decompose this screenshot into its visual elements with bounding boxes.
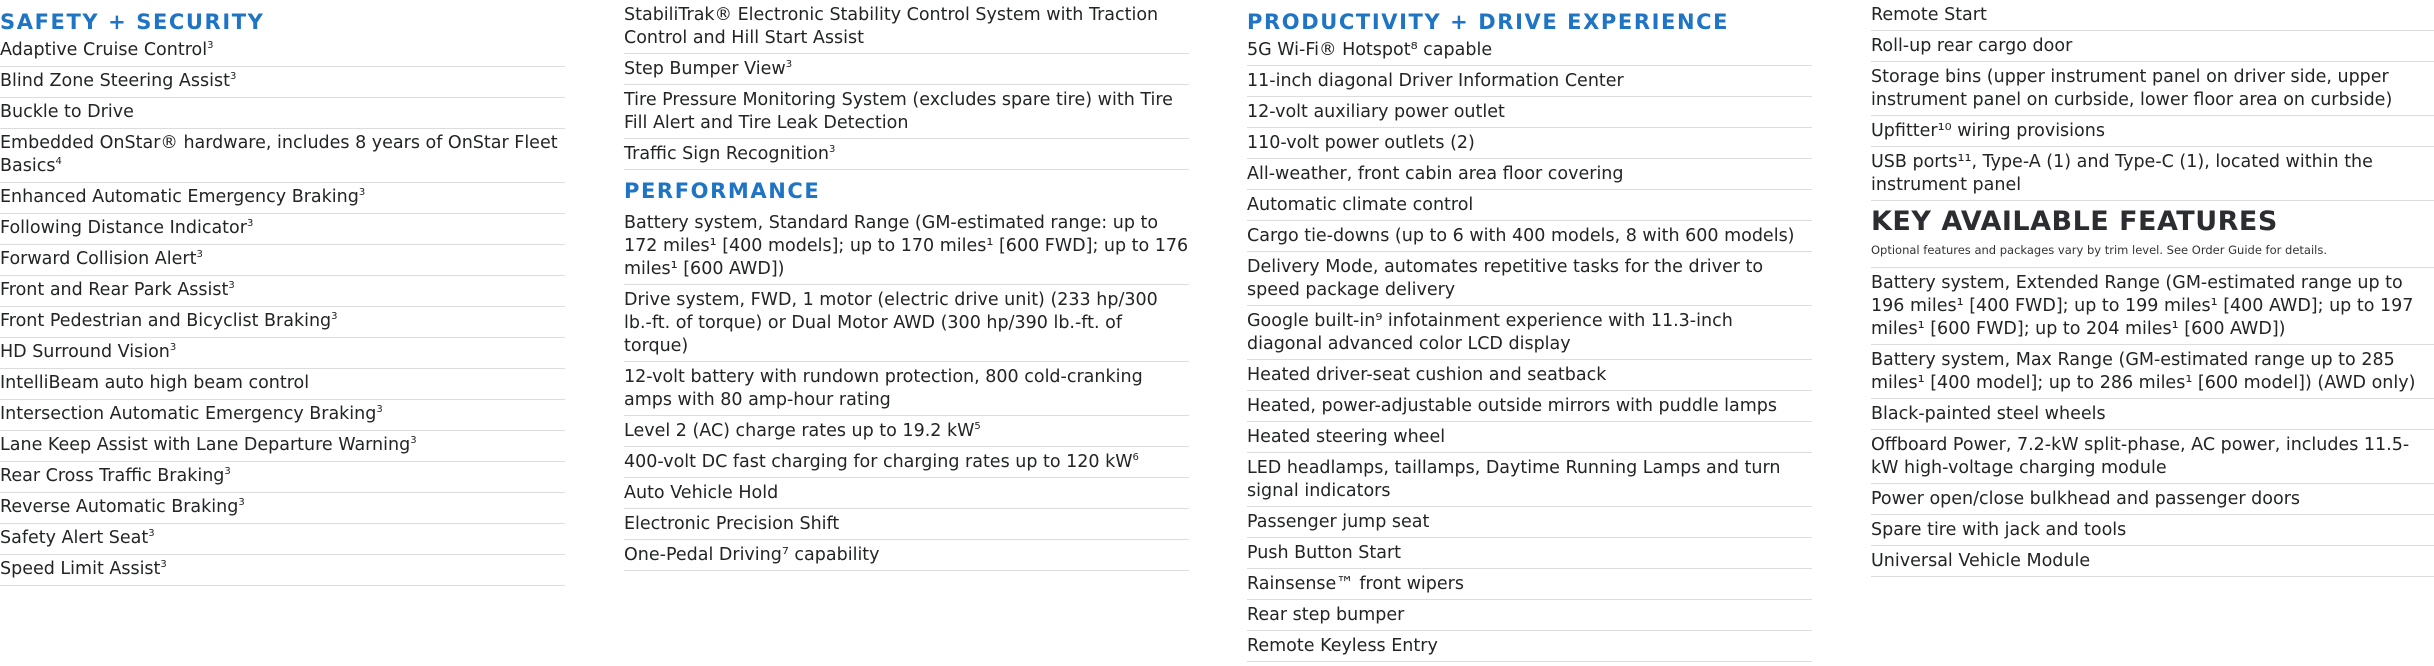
list-item	[0, 462, 565, 493]
list-item	[624, 416, 1189, 447]
footnote-marker: 4	[55, 156, 62, 168]
list-item-text: Passenger jump seat	[1247, 512, 1430, 532]
footnote-marker: 3	[229, 71, 237, 83]
list-item	[0, 36, 565, 67]
list-item	[1247, 538, 1812, 569]
section-heading-safety: SAFETY + SECURITY	[0, 10, 265, 34]
list-item	[1871, 0, 2434, 31]
list-item-text: Step Bumper View	[624, 59, 786, 79]
list-item-text: Embedded OnStar® hardware, includes 8 years of OnStar Fleet Basics	[0, 133, 558, 176]
list-item-text: Following Distance Indicator	[0, 218, 247, 238]
footnote-marker: 3	[207, 40, 214, 52]
list-item-text: IntelliBeam auto high beam control	[0, 373, 310, 393]
section-heading-productivity: PRODUCTIVITY + DRIVE EXPERIENCE	[1247, 10, 1730, 34]
list-item-text: Heated steering wheel	[1247, 427, 1446, 447]
performance-list	[624, 208, 1189, 571]
footnote-marker: 3	[358, 187, 366, 199]
list-item-text: Adaptive Cruise Control	[0, 40, 208, 60]
key-features-title: KEY AVAILABLE FEATURES	[1871, 206, 2278, 237]
footnote-marker: 3	[238, 497, 245, 509]
list-item	[0, 214, 565, 245]
list-item	[1871, 147, 2434, 201]
list-item	[1871, 484, 2434, 515]
list-item	[1247, 159, 1812, 190]
list-item	[1247, 507, 1812, 538]
list-item-text: Enhanced Automatic Emergency Braking	[0, 187, 359, 207]
list-item-text: Remote Start	[1871, 5, 1987, 25]
list-item	[0, 369, 565, 400]
list-item-text: Reverse Automatic Braking	[0, 497, 239, 517]
list-item	[1247, 35, 1812, 66]
list-item-text: Level 2 (AC) charge rates up to 19.2 kW	[624, 421, 975, 441]
column-performance	[624, 0, 1189, 571]
column-productivity	[1247, 0, 1812, 662]
list-item	[0, 555, 565, 586]
list-item	[0, 338, 565, 369]
list-item-text: Storage bins (upper instrument panel on driver side, upper instrument panel on curbside, lower floor area on curbside)	[1871, 67, 2393, 110]
list-item-text: Lane Keep Assist with Lane Departure Warning	[0, 435, 411, 455]
list-item-text: Front Pedestrian and Bicyclist Braking	[0, 311, 332, 331]
productivity-cont-list	[1871, 0, 2434, 201]
list-item-text: Battery system, Max Range (GM-estimated range up to 285 miles¹ [400 model]; up to 286 miles¹ [600 model]) (AWD only)	[1871, 350, 2416, 393]
list-item	[624, 85, 1189, 139]
list-item	[624, 478, 1189, 509]
list-item	[624, 54, 1189, 85]
footnote-marker: 3	[828, 144, 836, 156]
list-item-text: Power open/close bulkhead and passenger doors	[1871, 489, 2301, 509]
list-item	[624, 208, 1189, 285]
list-item	[1871, 399, 2434, 430]
list-item	[0, 400, 565, 431]
list-item-text: Upfitter¹⁰ wiring provisions	[1871, 121, 2105, 141]
list-item	[1247, 391, 1812, 422]
footnote-marker: 3	[196, 249, 203, 261]
list-item-text: 400-volt DC fast charging for charging rates up to 120 kW	[624, 452, 1133, 472]
footnote-marker: 3	[246, 218, 254, 230]
list-item-text: Cargo tie-downs (up to 6 with 400 models, 8 with 600 models)	[1247, 226, 1795, 246]
list-item-text: Remote Keyless Entry	[1247, 636, 1438, 656]
list-item	[0, 431, 565, 462]
list-item	[0, 245, 565, 276]
list-item-text: Push Button Start	[1247, 543, 1402, 563]
list-item	[0, 276, 565, 307]
list-item-text: Front and Rear Park Assist	[0, 280, 229, 300]
list-item	[0, 307, 565, 338]
list-item	[0, 524, 565, 555]
key-features-note: Optional features and packages vary by trim level. See Order Guide for details.	[1871, 241, 2434, 268]
list-item	[1247, 631, 1812, 662]
list-item-text: Google built-in⁹ infotainment experience with 11.3-inch diagonal advanced color LCD display	[1247, 311, 1733, 354]
list-item-text: Auto Vehicle Hold	[624, 483, 779, 503]
list-item	[0, 493, 565, 524]
list-item-text: Rear step bumper	[1247, 605, 1405, 625]
list-item-text: 12-volt battery with rundown protection, 800 cold-cranking amps with 80 amp-hour rating	[624, 367, 1143, 410]
list-item	[1871, 345, 2434, 399]
list-item-text: Battery system, Standard Range (GM-estimated range: up to 172 miles¹ [400 models]; up to 170 miles¹ [600 FWD]; up to 176 miles¹ [600 AWD])	[624, 213, 1189, 279]
footnote-marker: 3	[169, 342, 177, 354]
column-safety	[0, 0, 565, 586]
list-item-text: Black-painted steel wheels	[1871, 404, 2106, 424]
footnote-marker: 6	[1132, 452, 1139, 464]
list-item-text: Electronic Precision Shift	[624, 514, 840, 534]
list-item-text: Battery system, Extended Range (GM-estimated range up to 196 miles¹ [400 FWD]; up to 199 miles¹ [400 AWD]; up to 197 miles¹ [600 FWD]; up to 204 miles¹ [600 AWD])	[1871, 273, 2414, 339]
list-item	[0, 67, 565, 98]
list-item-text: Rainsense™ front wipers	[1247, 574, 1464, 594]
list-item	[1871, 515, 2434, 546]
column-key-features	[1871, 0, 2434, 577]
list-item-text: 5G Wi-Fi® Hotspot⁸ capable	[1247, 40, 1493, 60]
list-item	[0, 98, 565, 129]
list-item-text: Buckle to Drive	[0, 102, 134, 122]
list-item-text: Spare tire with jack and tools	[1871, 520, 2127, 540]
list-item	[624, 447, 1189, 478]
list-item-text: All-weather, front cabin area floor covering	[1247, 164, 1624, 184]
list-item-text: Blind Zone Steering Assist	[0, 71, 230, 91]
footnote-marker: 3	[148, 528, 155, 540]
footnote-marker: 3	[160, 559, 167, 571]
list-item	[1247, 252, 1812, 306]
list-item-text: Traffic Sign Recognition	[624, 144, 829, 164]
list-item	[1247, 360, 1812, 391]
safety-list	[0, 36, 565, 586]
list-item-text: LED headlamps, taillamps, Daytime Running Lamps and turn signal indicators	[1247, 458, 1781, 501]
list-item	[1247, 190, 1812, 221]
list-item	[624, 362, 1189, 416]
list-item	[1871, 31, 2434, 62]
list-item-text: One-Pedal Driving⁷ capability	[624, 545, 880, 565]
list-item	[1247, 66, 1812, 97]
list-item-text: Intersection Automatic Emergency Braking	[0, 404, 377, 424]
footnote-marker: 3	[228, 280, 235, 292]
list-item-text: Universal Vehicle Module	[1871, 551, 2091, 571]
productivity-list	[1247, 35, 1812, 662]
list-item	[1871, 62, 2434, 116]
list-item	[624, 285, 1189, 362]
list-item	[1871, 430, 2434, 484]
list-item	[1247, 422, 1812, 453]
list-item-text: Offboard Power, 7.2-kW split-phase, AC power, includes 11.5-kW high-voltage charging module	[1871, 435, 2410, 478]
footnote-marker: 3	[224, 466, 231, 478]
list-item	[1247, 97, 1812, 128]
list-item	[624, 540, 1189, 571]
list-item	[0, 183, 565, 214]
list-item	[624, 139, 1189, 170]
list-item-text: Heated, power-adjustable outside mirrors with puddle lamps	[1247, 396, 1778, 416]
footnote-marker: 3	[376, 404, 383, 416]
list-item-text: HD Surround Vision	[0, 342, 170, 362]
key-features-list	[1871, 268, 2434, 577]
list-item	[624, 0, 1189, 54]
list-item	[1247, 453, 1812, 507]
list-item-text: USB ports¹¹, Type-A (1) and Type-C (1), located within the instrument panel	[1871, 152, 2373, 195]
footnote-marker: 3	[410, 435, 417, 447]
list-item	[1247, 569, 1812, 600]
footnote-marker: 3	[331, 311, 338, 323]
list-item	[1247, 600, 1812, 631]
list-item	[1871, 268, 2434, 345]
list-item-text: 12-volt auxiliary power outlet	[1247, 102, 1505, 122]
list-item	[0, 129, 565, 183]
list-item-text: Heated driver-seat cushion and seatback	[1247, 365, 1607, 385]
list-item-text: Delivery Mode, automates repetitive tasks for the driver to speed package delivery	[1247, 257, 1764, 300]
list-item	[1247, 128, 1812, 159]
section-heading-performance: PERFORMANCE	[624, 179, 821, 203]
list-item-text: 110-volt power outlets (2)	[1247, 133, 1475, 153]
list-item-text: Rear Cross Traffic Braking	[0, 466, 225, 486]
list-item-text: Tire Pressure Monitoring System (excludes spare tire) with Tire Fill Alert and Tire Leak Detection	[624, 90, 1173, 133]
safety-cont-list	[624, 0, 1189, 170]
list-item	[1871, 546, 2434, 577]
list-item	[1871, 116, 2434, 147]
list-item-text: Forward Collision Alert	[0, 249, 197, 269]
list-item-text: StabiliTrak® Electronic Stability Control System with Traction Control and Hill Start Assist	[624, 5, 1159, 48]
list-item	[1247, 221, 1812, 252]
list-item-text: Speed Limit Assist	[0, 559, 161, 579]
list-item-text: Roll-up rear cargo door	[1871, 36, 2073, 56]
footnote-marker: 5	[974, 421, 981, 433]
list-item-text: Automatic climate control	[1247, 195, 1474, 215]
list-item-text: Safety Alert Seat	[0, 528, 149, 548]
list-item	[624, 509, 1189, 540]
footnote-marker: 3	[785, 59, 793, 71]
list-item-text: Drive system, FWD, 1 motor (electric drive unit) (233 hp/300 lb.-ft. of torque) or Dual Motor AWD (300 hp/390 lb.-ft. of torque)	[624, 290, 1158, 356]
list-item	[1247, 306, 1812, 360]
list-item-text: 11-inch diagonal Driver Information Center	[1247, 71, 1624, 91]
